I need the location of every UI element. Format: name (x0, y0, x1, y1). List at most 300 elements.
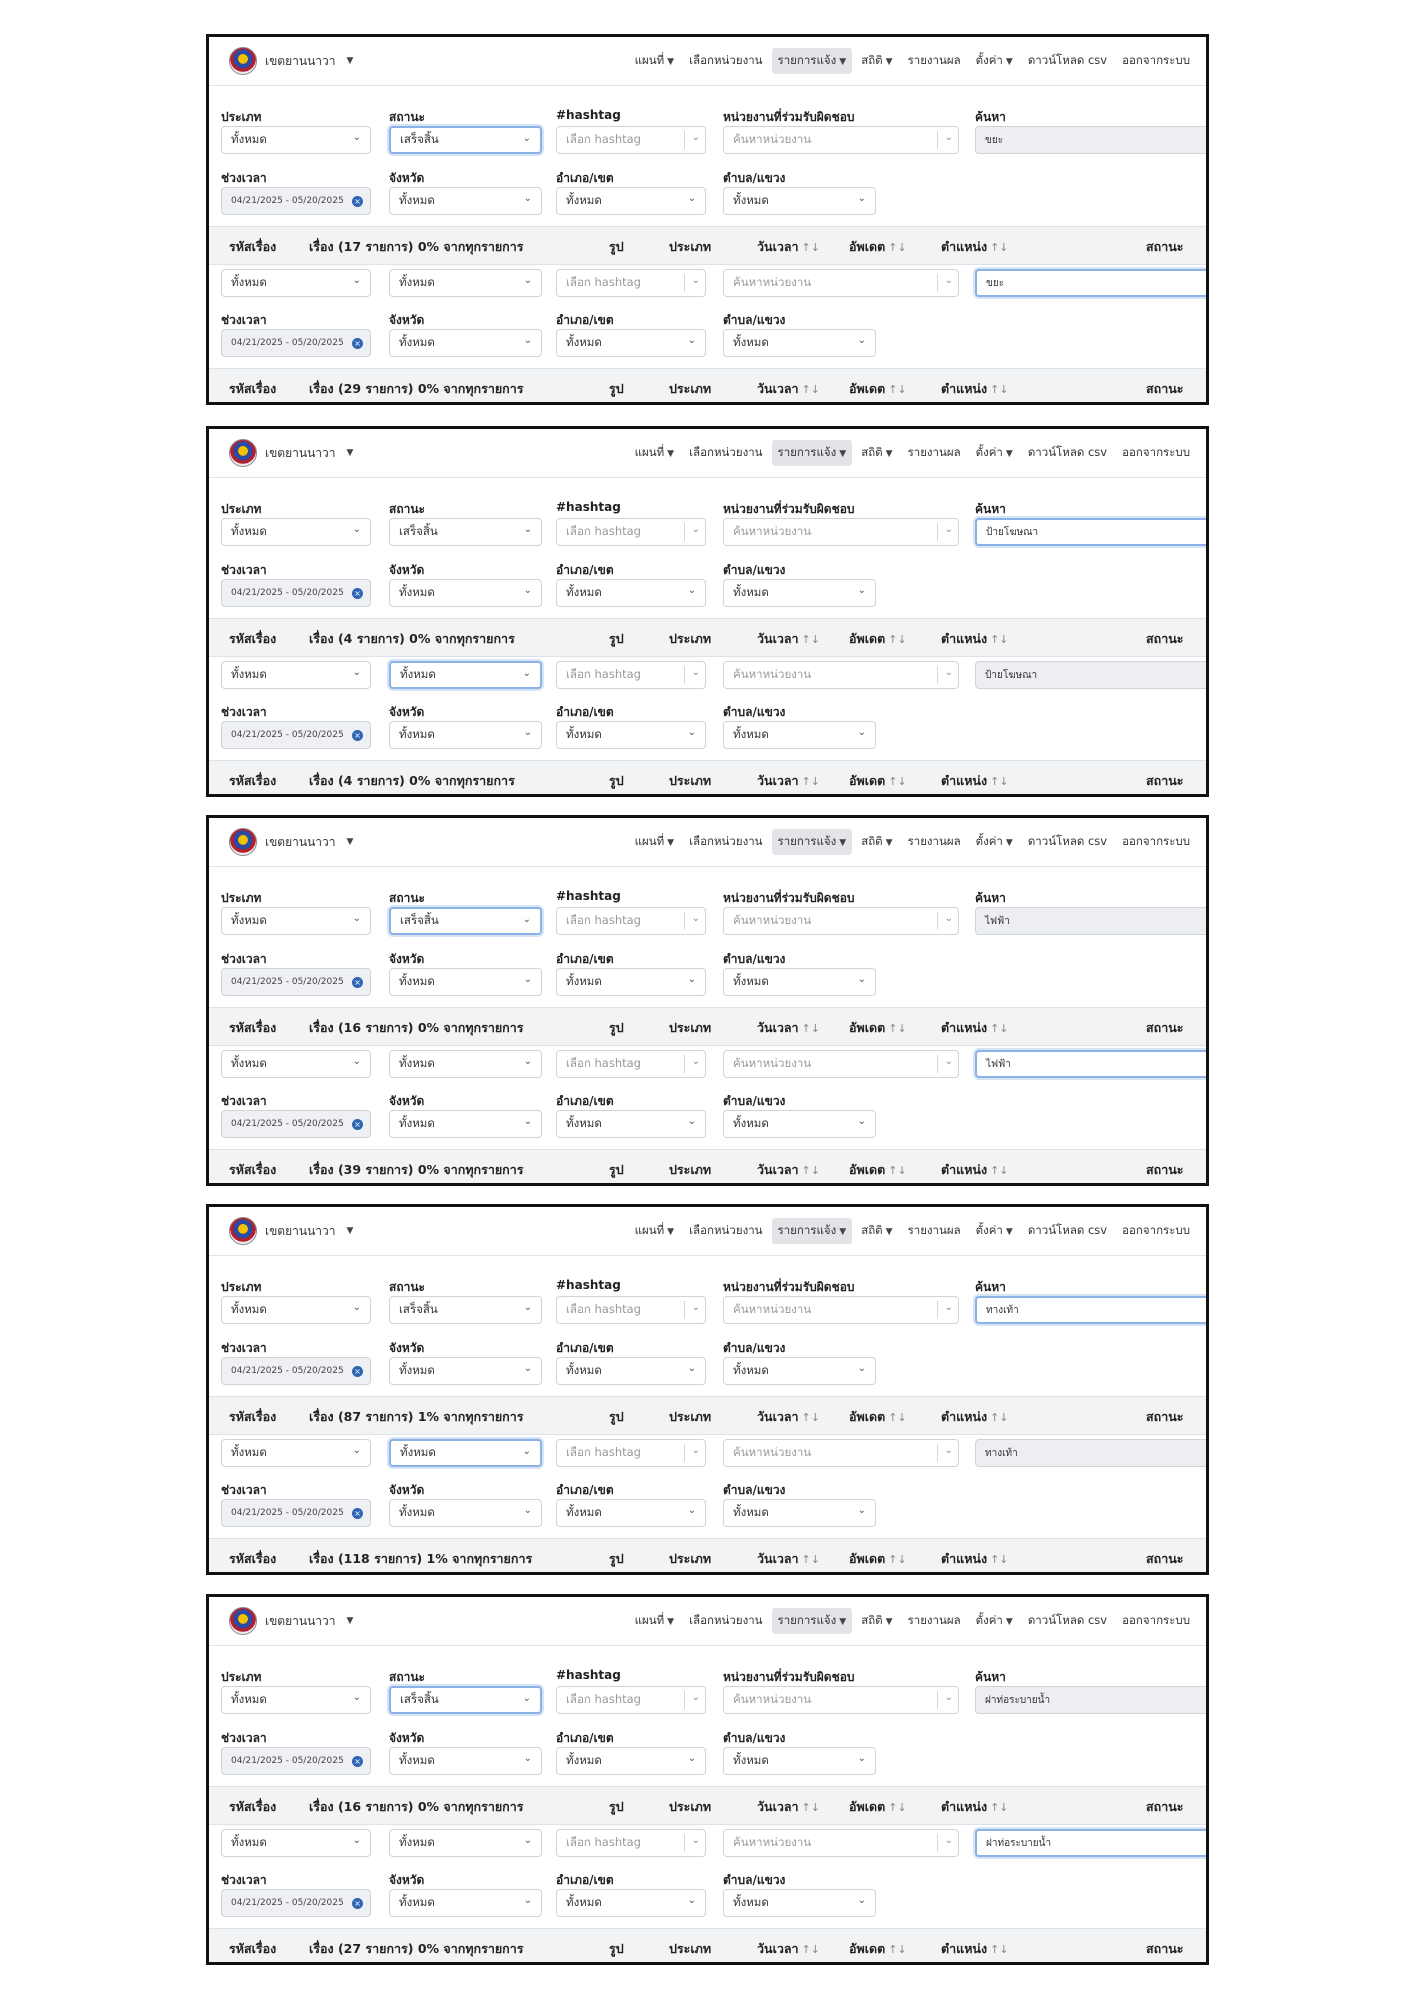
district-seal-logo-icon (229, 47, 257, 75)
nav-item-settings[interactable]: ตั้งค่า ▼ (975, 1613, 1013, 1627)
chevron-down-icon: ⌄ (523, 1116, 532, 1127)
col-type[interactable]: ประเภท (669, 1409, 712, 1424)
search-input[interactable]: ฝาท่อระบายน้ำ (975, 1829, 1209, 1857)
nav-item-settings[interactable]: ตั้งค่า ▼ (975, 1223, 1013, 1237)
col-status[interactable]: สถานะ (1146, 239, 1184, 254)
chevron-down-icon: ⌄ (857, 1505, 866, 1516)
agency-search-select[interactable]: ค้นหาหน่วยงาน ⌄ (723, 518, 959, 546)
col-type[interactable]: ประเภท (669, 1020, 712, 1035)
navbar (209, 1207, 1206, 1256)
district-label: อำเภอ/เขต (556, 1341, 614, 1355)
status-select[interactable]: ทั้งหมด ⌄ (389, 1439, 542, 1467)
type-select[interactable]: ทั้งหมด ⌄ (221, 1686, 371, 1714)
col-time[interactable]: วันเวลา ↑↓ (757, 773, 820, 788)
sort-icon: ↑↓ (801, 775, 820, 788)
col-image[interactable]: รูป (609, 631, 624, 646)
nav-item-reports[interactable]: รายการแจ้ง ▼ (772, 1608, 853, 1634)
caret-down-icon: ▼ (1005, 1617, 1013, 1627)
chevron-down-icon: ⌄ (523, 1895, 532, 1906)
subdistrict-select[interactable]: ทั้งหมด ⌄ (723, 1110, 876, 1138)
search-input[interactable]: ไฟฟ้า (975, 1050, 1209, 1078)
caret-down-icon: ▼ (667, 57, 675, 67)
nav-item-download-csv[interactable]: ดาวน์โหลด csv (1027, 1613, 1108, 1627)
caret-down-icon: ▼ (667, 838, 675, 848)
clear-date-icon[interactable]: × (352, 730, 363, 741)
search-input[interactable]: ขยะ (975, 126, 1209, 154)
period-label: ช่วงเวลา (221, 1873, 267, 1887)
col-time[interactable]: วันเวลา ↑↓ (757, 1941, 820, 1956)
nav-item-results[interactable]: รายงานผล (907, 1613, 961, 1627)
sort-icon: ↑↓ (888, 1411, 907, 1424)
search-input[interactable]: ฝาท่อระบายน้ำ (975, 1686, 1209, 1714)
col-position[interactable]: ตำแหน่ง ↑↓ (941, 773, 1009, 788)
province-select[interactable]: ทั้งหมด ⌄ (389, 1499, 542, 1527)
col-type[interactable]: ประเภท (669, 1941, 712, 1956)
col-image[interactable]: รูป (609, 773, 624, 788)
col-position[interactable]: ตำแหน่ง ↑↓ (941, 1162, 1009, 1177)
summary-count: เรื่อง (16 รายการ) 0% จากทุกรายการ (309, 1799, 524, 1814)
date-range-input[interactable]: 04/21/2025 - 05/20/2025 × (221, 187, 371, 215)
chevron-down-icon: ⌄ (944, 1302, 953, 1313)
sort-icon: ↑↓ (990, 241, 1009, 254)
col-image[interactable]: รูป (609, 1020, 624, 1035)
status-select[interactable]: เสร็จสิ้น ⌄ (389, 1686, 542, 1714)
hashtag-select[interactable]: เลือก hashtag ⌄ (556, 126, 706, 154)
col-id[interactable]: รหัสเรื่อง (229, 1551, 277, 1566)
type-label: ประเภท (221, 502, 262, 516)
type-select[interactable]: ทั้งหมด ⌄ (221, 1296, 371, 1324)
caret-down-icon: ▼ (667, 1617, 675, 1627)
col-time[interactable]: วันเวลา ↑↓ (757, 1162, 820, 1177)
nav-item-reports[interactable]: รายการแจ้ง ▼ (772, 1218, 853, 1244)
nav-item-reports[interactable]: รายการแจ้ง ▼ (772, 440, 853, 466)
date-range-input[interactable]: 04/21/2025 - 05/20/2025 × (221, 1747, 371, 1775)
col-id[interactable]: รหัสเรื่อง (229, 631, 277, 646)
search-label: ค้นหา (975, 502, 1006, 516)
col-id[interactable]: รหัสเรื่อง (229, 773, 277, 788)
col-type[interactable]: ประเภท (669, 1551, 712, 1566)
subdistrict-label: ตำบล/แขวง (723, 1094, 786, 1108)
nav-item-results[interactable]: รายงานผล (907, 445, 961, 459)
nav-item-settings[interactable]: ตั้งค่า ▼ (975, 53, 1013, 67)
nav-item-select-agency[interactable]: เลือกหน่วยงาน (689, 445, 763, 459)
province-label: จังหวัด (389, 1483, 425, 1497)
district-select[interactable]: ทั้งหมด ⌄ (556, 721, 706, 749)
sort-icon: ↑↓ (888, 1943, 907, 1956)
province-select[interactable]: ทั้งหมด ⌄ (389, 187, 542, 215)
agency-search-select[interactable]: ค้นหาหน่วยงาน ⌄ (723, 1050, 959, 1078)
agency-search-select[interactable]: ค้นหาหน่วยงาน ⌄ (723, 661, 959, 689)
nav-item-map[interactable]: แผนที่ ▼ (634, 445, 675, 459)
clear-date-icon[interactable]: × (352, 338, 363, 349)
brand-menu[interactable] (229, 828, 353, 856)
col-position[interactable]: ตำแหน่ง ↑↓ (941, 1020, 1009, 1035)
clear-date-icon[interactable]: × (352, 196, 363, 207)
date-range-input[interactable]: 04/21/2025 - 05/20/2025 × (221, 1110, 371, 1138)
brand-menu[interactable] (229, 1607, 353, 1635)
hashtag-select[interactable]: เลือก hashtag ⌄ (556, 1439, 706, 1467)
hashtag-select[interactable]: เลือก hashtag ⌄ (556, 269, 706, 297)
sort-icon: ↑↓ (801, 241, 820, 254)
period-label: ช่วงเวลา (221, 1483, 267, 1497)
col-position[interactable]: ตำแหน่ง ↑↓ (941, 381, 1009, 396)
date-range-input[interactable]: 04/21/2025 - 05/20/2025 × (221, 579, 371, 607)
col-time[interactable]: วันเวลา ↑↓ (757, 239, 820, 254)
agency-search-select[interactable]: ค้นหาหน่วยงาน ⌄ (723, 907, 959, 935)
caret-down-icon: ▼ (346, 837, 354, 847)
nav-item-map[interactable]: แผนที่ ▼ (634, 53, 675, 67)
chevron-down-icon: ⌄ (857, 193, 866, 204)
agency-search-select[interactable]: ค้นหาหน่วยงาน ⌄ (723, 1829, 959, 1857)
province-select[interactable]: ทั้งหมด ⌄ (389, 579, 542, 607)
caret-down-icon: ▼ (885, 1617, 893, 1627)
type-select[interactable]: ทั้งหมด ⌄ (221, 518, 371, 546)
type-select[interactable]: ทั้งหมด ⌄ (221, 1439, 371, 1467)
district-select[interactable]: ทั้งหมด ⌄ (556, 187, 706, 215)
col-id[interactable]: รหัสเรื่อง (229, 1020, 277, 1035)
type-select[interactable]: ทั้งหมด ⌄ (221, 269, 371, 297)
subdistrict-label: ตำบล/แขวง (723, 1341, 786, 1355)
col-updated[interactable]: อัพเดต ↑↓ (849, 773, 907, 788)
col-position[interactable]: ตำแหน่ง ↑↓ (941, 1551, 1009, 1566)
province-select[interactable]: ทั้งหมด ⌄ (389, 329, 542, 357)
col-updated[interactable]: อัพเดต ↑↓ (849, 1409, 907, 1424)
col-status[interactable]: สถานะ (1146, 1020, 1184, 1035)
screenshot-panel (206, 1594, 1209, 1965)
clear-date-icon[interactable]: × (352, 1508, 363, 1519)
col-updated[interactable]: อัพเดต ↑↓ (849, 1551, 907, 1566)
screenshot-panel (206, 1204, 1209, 1575)
caret-down-icon: ▼ (839, 57, 847, 67)
col-status[interactable]: สถานะ (1146, 1551, 1184, 1566)
subdistrict-select[interactable]: ทั้งหมด ⌄ (723, 1357, 876, 1385)
nav-item-download-csv[interactable]: ดาวน์โหลด csv (1027, 445, 1108, 459)
district-select[interactable]: ทั้งหมด ⌄ (556, 968, 706, 996)
col-time[interactable]: วันเวลา ↑↓ (757, 1409, 820, 1424)
district-select[interactable]: ทั้งหมด ⌄ (556, 579, 706, 607)
chevron-down-icon: ⌄ (523, 1056, 532, 1067)
subdistrict-select[interactable]: ทั้งหมด ⌄ (723, 1499, 876, 1527)
col-time[interactable]: วันเวลา ↑↓ (757, 381, 820, 396)
district-select[interactable]: ทั้งหมด ⌄ (556, 329, 706, 357)
status-select[interactable]: เสร็จสิ้น ⌄ (389, 126, 542, 154)
subdistrict-select[interactable]: ทั้งหมด ⌄ (723, 1747, 876, 1775)
col-position[interactable]: ตำแหน่ง ↑↓ (941, 1941, 1009, 1956)
hashtag-select[interactable]: เลือก hashtag ⌄ (556, 1050, 706, 1078)
chevron-down-icon: ⌄ (691, 132, 700, 143)
nav-item-logout[interactable]: ออกจากระบบ (1122, 1223, 1190, 1237)
nav-item-stats[interactable]: สถิติ ▼ (861, 445, 893, 459)
hashtag-label: #hashtag (556, 108, 621, 122)
col-status[interactable]: สถานะ (1146, 1409, 1184, 1424)
col-type[interactable]: ประเภท (669, 631, 712, 646)
col-id[interactable]: รหัสเรื่อง (229, 1799, 277, 1814)
status-select[interactable]: ทั้งหมด ⌄ (389, 1050, 542, 1078)
chevron-down-icon: ⌄ (352, 1056, 361, 1067)
type-select[interactable]: ทั้งหมด ⌄ (221, 1050, 371, 1078)
table-header (209, 1149, 1206, 1186)
nav-item-settings[interactable]: ตั้งค่า ▼ (975, 445, 1013, 459)
chevron-down-icon: ⌄ (691, 275, 700, 286)
district-select[interactable]: ทั้งหมด ⌄ (556, 1747, 706, 1775)
nav-item-results[interactable]: รายงานผล (907, 53, 961, 67)
chevron-down-icon: ⌄ (857, 727, 866, 738)
type-select[interactable]: ทั้งหมด ⌄ (221, 661, 371, 689)
col-type[interactable]: ประเภท (669, 1799, 712, 1814)
district-label: อำเภอ/เขต (556, 1873, 614, 1887)
type-select[interactable]: ทั้งหมด ⌄ (221, 126, 371, 154)
district-label: อำเภอ/เขต (556, 1094, 614, 1108)
nav-item-logout[interactable]: ออกจากระบบ (1122, 53, 1190, 67)
province-label: จังหวัด (389, 1873, 425, 1887)
search-input[interactable]: ไฟฟ้า (975, 907, 1209, 935)
type-select[interactable]: ทั้งหมด ⌄ (221, 907, 371, 935)
col-image[interactable]: รูป (609, 1941, 624, 1956)
date-range-input[interactable]: 04/21/2025 - 05/20/2025 × (221, 1357, 371, 1385)
chevron-down-icon: ⌄ (691, 1056, 700, 1067)
status-select[interactable]: เสร็จสิ้น ⌄ (389, 907, 542, 935)
brand-menu[interactable] (229, 47, 353, 75)
col-status[interactable]: สถานะ (1146, 1162, 1184, 1177)
search-input[interactable]: ป้ายโฆษณา (975, 661, 1209, 689)
subdistrict-select[interactable]: ทั้งหมด ⌄ (723, 187, 876, 215)
nav-item-map[interactable]: แผนที่ ▼ (634, 1613, 675, 1627)
status-select[interactable]: ทั้งหมด ⌄ (389, 269, 542, 297)
col-status[interactable]: สถานะ (1146, 631, 1184, 646)
col-image[interactable]: รูป (609, 1409, 624, 1424)
sort-icon: ↑↓ (801, 1553, 820, 1566)
col-type[interactable]: ประเภท (669, 1162, 712, 1177)
table-header (209, 226, 1206, 265)
nav-item-results[interactable]: รายงานผล (907, 1223, 961, 1237)
nav-item-stats[interactable]: สถิติ ▼ (861, 53, 893, 67)
col-position[interactable]: ตำแหน่ง ↑↓ (941, 631, 1009, 646)
chevron-down-icon: ⌄ (691, 1692, 700, 1703)
brand-label: เขตยานนาวา (265, 1613, 336, 1628)
nav-item-settings[interactable]: ตั้งค่า ▼ (975, 834, 1013, 848)
col-type[interactable]: ประเภท (669, 773, 712, 788)
nav-item-map[interactable]: แผนที่ ▼ (634, 1223, 675, 1237)
col-image[interactable]: รูป (609, 239, 624, 254)
sort-icon: ↑↓ (801, 1943, 820, 1956)
clear-date-icon[interactable]: × (352, 1898, 363, 1909)
col-id[interactable]: รหัสเรื่อง (229, 1162, 277, 1177)
hashtag-select[interactable]: เลือก hashtag ⌄ (556, 1686, 706, 1714)
col-status[interactable]: สถานะ (1146, 1941, 1184, 1956)
hashtag-select[interactable]: เลือก hashtag ⌄ (556, 518, 706, 546)
col-position[interactable]: ตำแหน่ง ↑↓ (941, 239, 1009, 254)
nav-item-download-csv[interactable]: ดาวน์โหลด csv (1027, 834, 1108, 848)
district-select[interactable]: ทั้งหมด ⌄ (556, 1889, 706, 1917)
col-time[interactable]: วันเวลา ↑↓ (757, 1551, 820, 1566)
subdistrict-select[interactable]: ทั้งหมด ⌄ (723, 329, 876, 357)
type-select[interactable]: ทั้งหมด ⌄ (221, 1829, 371, 1857)
province-select[interactable]: ทั้งหมด ⌄ (389, 1889, 542, 1917)
nav-item-reports[interactable]: รายการแจ้ง ▼ (772, 48, 853, 74)
hashtag-label: #hashtag (556, 1668, 621, 1682)
col-updated[interactable]: อัพเดต ↑↓ (849, 239, 907, 254)
agency-search-select[interactable]: ค้นหาหน่วยงาน ⌄ (723, 126, 959, 154)
district-select[interactable]: ทั้งหมด ⌄ (556, 1110, 706, 1138)
col-updated[interactable]: อัพเดต ↑↓ (849, 381, 907, 396)
chevron-down-icon: ⌄ (857, 335, 866, 346)
col-image[interactable]: รูป (609, 1162, 624, 1177)
col-status[interactable]: สถานะ (1146, 773, 1184, 788)
subdistrict-label: ตำบล/แขวง (723, 563, 786, 577)
province-label: จังหวัด (389, 1094, 425, 1108)
subdistrict-select[interactable]: ทั้งหมด ⌄ (723, 968, 876, 996)
status-select[interactable]: เสร็จสิ้น ⌄ (389, 1296, 542, 1324)
date-range-input[interactable]: 04/21/2025 - 05/20/2025 × (221, 329, 371, 357)
sort-icon: ↑↓ (801, 1164, 820, 1177)
col-updated[interactable]: อัพเดต ↑↓ (849, 1020, 907, 1035)
col-updated[interactable]: อัพเดต ↑↓ (849, 1799, 907, 1814)
col-id[interactable]: รหัสเรื่อง (229, 1941, 277, 1956)
caret-down-icon: ▼ (839, 1617, 847, 1627)
district-label: อำเภอ/เขต (556, 952, 614, 966)
col-type[interactable]: ประเภท (669, 381, 712, 396)
chevron-down-icon: ⌄ (691, 667, 700, 678)
agency-search-select[interactable]: ค้นหาหน่วยงาน ⌄ (723, 1296, 959, 1324)
caret-down-icon: ▼ (885, 57, 893, 67)
subdistrict-label: ตำบล/แขวง (723, 171, 786, 185)
chevron-down-icon: ⌄ (523, 335, 532, 346)
sort-icon: ↑↓ (801, 1411, 820, 1424)
col-position[interactable]: ตำแหน่ง ↑↓ (941, 1799, 1009, 1814)
col-status[interactable]: สถานะ (1146, 381, 1184, 396)
clear-date-icon[interactable]: × (352, 1119, 363, 1130)
subdistrict-select[interactable]: ทั้งหมด ⌄ (723, 1889, 876, 1917)
nav-item-download-csv[interactable]: ดาวน์โหลด csv (1027, 1223, 1108, 1237)
clear-date-icon[interactable]: × (352, 1366, 363, 1377)
sort-icon: ↑↓ (888, 775, 907, 788)
hashtag-select[interactable]: เลือก hashtag ⌄ (556, 661, 706, 689)
district-seal-logo-icon (229, 1217, 257, 1245)
search-input[interactable]: ป้ายโฆษณา (975, 518, 1209, 546)
agency-search-select[interactable]: ค้นหาหน่วยงาน ⌄ (723, 1439, 959, 1467)
brand-menu[interactable] (229, 1217, 353, 1245)
search-input[interactable]: ขยะ (975, 269, 1209, 297)
sort-icon: ↑↓ (990, 1801, 1009, 1814)
agency-label: หน่วยงานที่ร่วมรับผิดชอบ (723, 502, 855, 516)
date-range-input[interactable]: 04/21/2025 - 05/20/2025 × (221, 1499, 371, 1527)
province-select[interactable]: ทั้งหมด ⌄ (389, 1357, 542, 1385)
status-select[interactable]: ทั้งหมด ⌄ (389, 661, 542, 689)
nav-item-select-agency[interactable]: เลือกหน่วยงาน (689, 53, 763, 67)
sort-icon: ↑↓ (990, 383, 1009, 396)
search-input[interactable]: ทางเท้า (975, 1439, 1209, 1467)
chevron-down-icon: ⌄ (523, 275, 532, 286)
province-select[interactable]: ทั้งหมด ⌄ (389, 1747, 542, 1775)
col-position[interactable]: ตำแหน่ง ↑↓ (941, 1409, 1009, 1424)
col-status[interactable]: สถานะ (1146, 1799, 1184, 1814)
table-header (209, 618, 1206, 657)
table-header (209, 760, 1206, 797)
col-time[interactable]: วันเวลา ↑↓ (757, 1799, 820, 1814)
col-updated[interactable]: อัพเดต ↑↓ (849, 1941, 907, 1956)
col-image[interactable]: รูป (609, 1551, 624, 1566)
nav-item-select-agency[interactable]: เลือกหน่วยงาน (689, 834, 763, 848)
hashtag-select[interactable]: เลือก hashtag ⌄ (556, 1829, 706, 1857)
chevron-down-icon: ⌄ (523, 974, 532, 985)
province-label: จังหวัด (389, 705, 425, 719)
col-id[interactable]: รหัสเรื่อง (229, 239, 277, 254)
col-id[interactable]: รหัสเรื่อง (229, 1409, 277, 1424)
agency-search-select[interactable]: ค้นหาหน่วยงาน ⌄ (723, 269, 959, 297)
nav-item-select-agency[interactable]: เลือกหน่วยงาน (689, 1223, 763, 1237)
province-select[interactable]: ทั้งหมด ⌄ (389, 1110, 542, 1138)
nav-items (629, 829, 1196, 855)
chevron-down-icon: ⌄ (691, 1302, 700, 1313)
nav-item-logout[interactable]: ออกจากระบบ (1122, 834, 1190, 848)
nav-item-results[interactable]: รายงานผล (907, 834, 961, 848)
nav-item-reports[interactable]: รายการแจ้ง ▼ (772, 829, 853, 855)
nav-item-stats[interactable]: สถิติ ▼ (861, 1223, 893, 1237)
nav-item-logout[interactable]: ออกจากระบบ (1122, 1613, 1190, 1627)
province-label: จังหวัด (389, 313, 425, 327)
chevron-down-icon: ⌄ (352, 667, 361, 678)
col-time[interactable]: วันเวลา ↑↓ (757, 631, 820, 646)
chevron-down-icon: ⌄ (522, 914, 531, 925)
col-time[interactable]: วันเวลา ↑↓ (757, 1020, 820, 1035)
status-select[interactable]: ทั้งหมด ⌄ (389, 1829, 542, 1857)
col-image[interactable]: รูป (609, 381, 624, 396)
nav-item-stats[interactable]: สถิติ ▼ (861, 1613, 893, 1627)
district-label: อำเภอ/เขต (556, 1483, 614, 1497)
date-range-input[interactable]: 04/21/2025 - 05/20/2025 × (221, 968, 371, 996)
district-select[interactable]: ทั้งหมด ⌄ (556, 1357, 706, 1385)
chevron-down-icon: ⌄ (352, 132, 361, 143)
search-input[interactable]: ทางเท้า (975, 1296, 1209, 1324)
clear-date-icon[interactable]: × (352, 588, 363, 599)
province-select[interactable]: ทั้งหมด ⌄ (389, 721, 542, 749)
hashtag-select[interactable]: เลือก hashtag ⌄ (556, 907, 706, 935)
col-image[interactable]: รูป (609, 1799, 624, 1814)
nav-item-map[interactable]: แผนที่ ▼ (634, 834, 675, 848)
date-range-input[interactable]: 04/21/2025 - 05/20/2025 × (221, 1889, 371, 1917)
chevron-down-icon: ⌄ (944, 1445, 953, 1456)
agency-search-select[interactable]: ค้นหาหน่วยงาน ⌄ (723, 1686, 959, 1714)
status-select[interactable]: เสร็จสิ้น ⌄ (389, 518, 542, 546)
subdistrict-select[interactable]: ทั้งหมด ⌄ (723, 721, 876, 749)
col-type[interactable]: ประเภท (669, 239, 712, 254)
brand-menu[interactable] (229, 439, 353, 467)
nav-item-logout[interactable]: ออกจากระบบ (1122, 445, 1190, 459)
col-updated[interactable]: อัพเดต ↑↓ (849, 1162, 907, 1177)
sort-icon: ↑↓ (990, 633, 1009, 646)
chevron-down-icon: ⌄ (944, 1056, 953, 1067)
date-range-input[interactable]: 04/21/2025 - 05/20/2025 × (221, 721, 371, 749)
nav-item-download-csv[interactable]: ดาวน์โหลด csv (1027, 53, 1108, 67)
clear-date-icon[interactable]: × (352, 1756, 363, 1767)
district-seal-logo-icon (229, 1607, 257, 1635)
caret-down-icon: ▼ (1005, 1227, 1013, 1237)
district-label: อำเภอ/เขต (556, 1731, 614, 1745)
col-updated[interactable]: อัพเดต ↑↓ (849, 631, 907, 646)
subdistrict-select[interactable]: ทั้งหมด ⌄ (723, 579, 876, 607)
province-select[interactable]: ทั้งหมด ⌄ (389, 968, 542, 996)
chevron-down-icon: ⌄ (352, 913, 361, 924)
hashtag-select[interactable]: เลือก hashtag ⌄ (556, 1296, 706, 1324)
table-header (209, 1538, 1206, 1575)
nav-item-stats[interactable]: สถิติ ▼ (861, 834, 893, 848)
type-label: ประเภท (221, 891, 262, 905)
chevron-down-icon: ⌄ (944, 1835, 953, 1846)
clear-date-icon[interactable]: × (352, 977, 363, 988)
col-id[interactable]: รหัสเรื่อง (229, 381, 277, 396)
nav-item-select-agency[interactable]: เลือกหน่วยงาน (689, 1613, 763, 1627)
district-select[interactable]: ทั้งหมด ⌄ (556, 1499, 706, 1527)
